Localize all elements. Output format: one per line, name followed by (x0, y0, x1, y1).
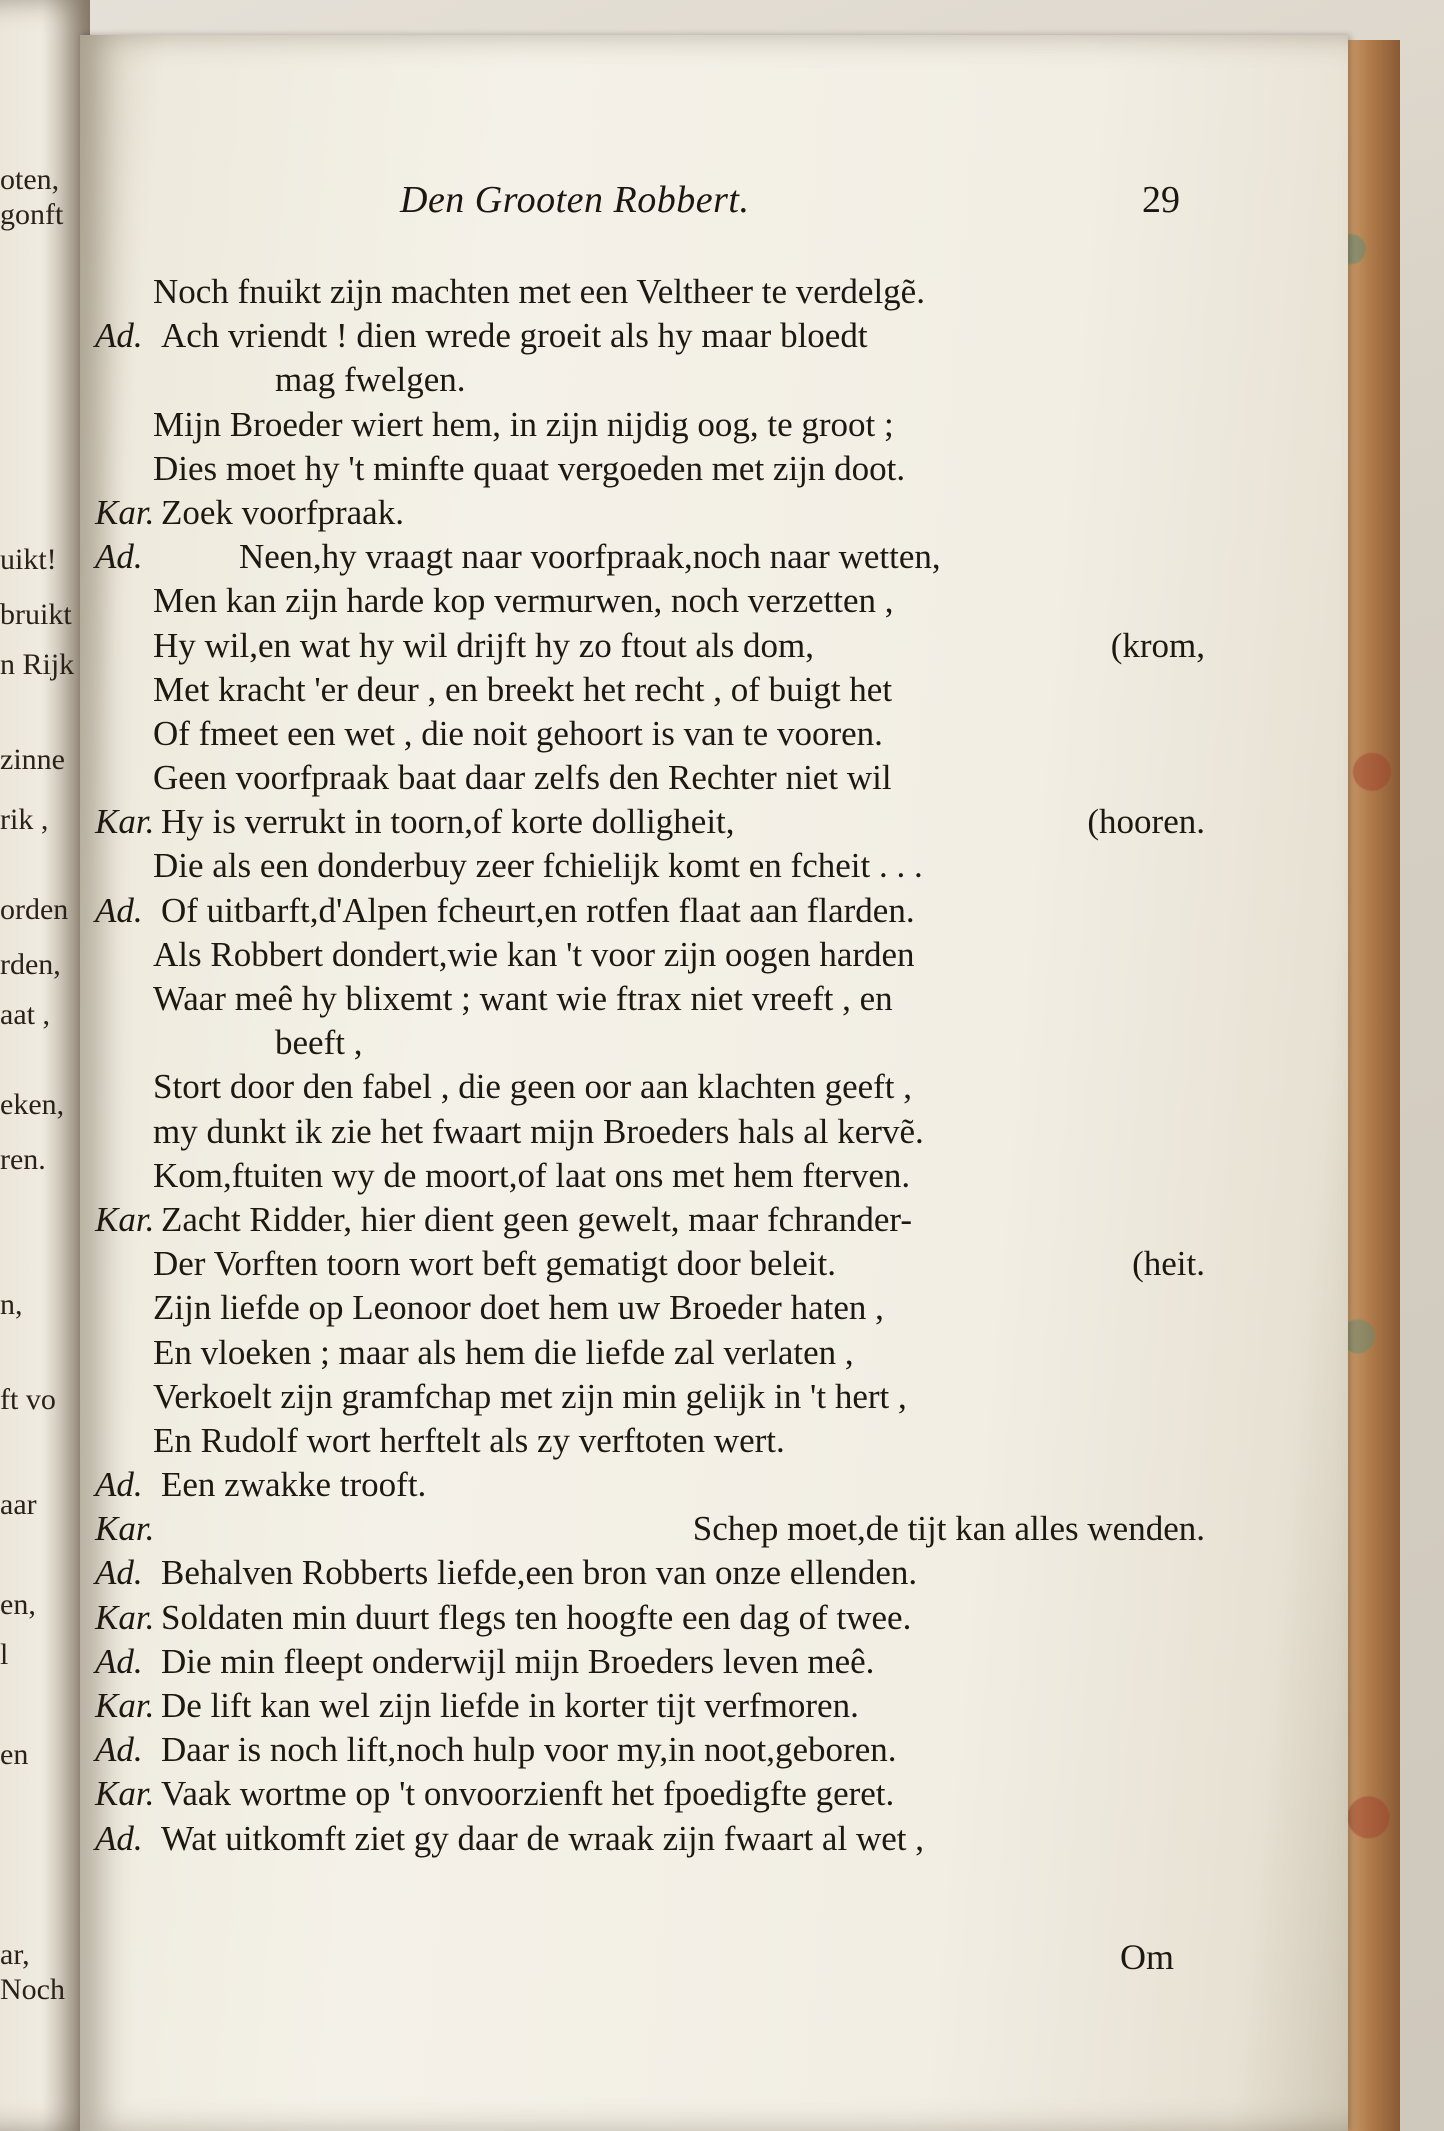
line-text: Kom,ftuiten wy de moort,of laat ons met hem fterven. (153, 1155, 911, 1195)
speaker-label: Ad. (95, 316, 143, 356)
left-page-text: rden, (0, 948, 61, 981)
left-page-text: aat , (0, 998, 50, 1031)
catchword: Om (1120, 1937, 1174, 1977)
line-text: Zacht Ridder, hier dient geen gewelt, maar fchrander- (161, 1199, 913, 1239)
left-page-text: Noch (0, 1973, 65, 2006)
verse-line (95, 1286, 1205, 1330)
line-text: Die als een donderbuy zeer fchielijk komt en fcheit . . . (153, 846, 923, 886)
left-page-text: l (0, 1638, 9, 1671)
verse-line (95, 1728, 1205, 1772)
verse-line (95, 1772, 1205, 1816)
verse-line (95, 889, 1205, 933)
line-text: Verkoelt zijn gramfchap met zijn min gelijk in 't hert , (153, 1376, 907, 1416)
verse-line (95, 933, 1205, 977)
line-text: Geen voorfpraak baat daar zelfs den Rechter niet wil (153, 758, 892, 798)
line-text: Stort door den fabel , die geen oor aan klachten geeft , (153, 1067, 913, 1107)
verse-line (95, 624, 1205, 668)
speaker-label: Kar. (95, 1774, 155, 1814)
verse-line (95, 1596, 1205, 1640)
verse-line (95, 1242, 1205, 1286)
verse-line (95, 447, 1205, 491)
verse-line (95, 977, 1205, 1021)
left-page-text: gonft (0, 198, 64, 231)
speaker-label: Ad. (95, 890, 143, 930)
speaker-label: Ad. (95, 537, 143, 577)
line-text: Of uitbarft,d'Alpen fcheurt,en rotfen flaat aan flarden. (161, 890, 915, 930)
line-text: Wat uitkomft ziet gy daar de wraak zijn fwaart al wet , (161, 1818, 924, 1858)
speaker-label: Kar. (95, 1597, 155, 1637)
line-text: Mijn Broeder wiert hem, in zijn nijdig oog, te groot ; (153, 404, 894, 444)
line-text: En Rudolf wort herftelt als zy verftoten wert. (153, 1420, 785, 1460)
verse-text (95, 270, 1205, 1861)
verse-line (95, 491, 1205, 535)
line-text: Dies moet hy 't minfte quaat vergoeden met zijn doot. (153, 448, 906, 488)
line-text: Noch fnuikt zijn machten met een Veltheer te verdelgẽ. (153, 272, 925, 311)
page-number: 29 (1142, 179, 1180, 221)
line-text: Of fmeet een wet , die noit gehoort is van te vooren. (153, 713, 883, 753)
verse-line (95, 1331, 1205, 1375)
line-text: beeft , (275, 1023, 363, 1063)
turnover-text: (hooren. (1087, 802, 1205, 842)
left-page-text: en (0, 1738, 29, 1771)
verse-line (95, 1684, 1205, 1728)
left-page-text: ren. (0, 1143, 46, 1176)
verse-line (95, 756, 1205, 800)
verse-line (95, 535, 1205, 579)
verse-line (95, 668, 1205, 712)
speaker-label: Ad. (95, 1465, 143, 1505)
page-header (400, 178, 1180, 238)
speaker-label: Kar. (95, 802, 155, 842)
verse-line (95, 1065, 1205, 1109)
line-text: Vaak wortme op 't onvoorzienft het fpoedigfte geret. (161, 1774, 895, 1814)
verse-line (95, 1110, 1205, 1154)
left-page-text: oten, (0, 163, 60, 196)
verse-line (95, 800, 1205, 844)
left-page-text: ft vo (0, 1383, 56, 1416)
verse-line (95, 579, 1205, 623)
left-page-text: aar (0, 1488, 37, 1521)
speaker-label: Kar. (95, 492, 155, 532)
left-page-text: rik , (0, 803, 49, 836)
speaker-label: Ad. (95, 1553, 143, 1593)
verse-line (95, 1154, 1205, 1198)
line-text: De lift kan wel zijn liefde in korter tijt verfmoren. (161, 1686, 859, 1725)
line-text: Met kracht 'er deur , en breekt het recht , of buigt het (153, 669, 893, 709)
verse-line (95, 1419, 1205, 1463)
verse-line (95, 1507, 1205, 1551)
line-text: Ach vriendt ! dien wrede groeit als hy maar bloedt (161, 316, 868, 356)
line-text: Hy is verrukt in toorn,of korte dolligheit, (161, 802, 735, 842)
line-text: Die min fleept onderwijl mijn Broeders leven meê. (161, 1641, 875, 1681)
line-text: Behalven Robberts liefde,een bron van onze ellenden. (161, 1553, 918, 1593)
verse-line (95, 1375, 1205, 1419)
line-text: En vloeken ; maar als hem die liefde zal verlaten , (153, 1332, 854, 1372)
speaker-label: Kar. (95, 1199, 155, 1239)
verse-line (95, 1817, 1205, 1861)
line-text: Waar meê hy blixemt ; want wie ftrax niet vreeft , en (153, 979, 893, 1018)
left-page-text: eken, (0, 1088, 65, 1121)
verse-line (95, 844, 1205, 888)
line-text: Een zwakke trooft. (161, 1465, 427, 1505)
verse-line (95, 358, 1205, 402)
line-text: mag fwelgen. (275, 360, 466, 400)
left-page-text: n, (0, 1288, 23, 1321)
speaker-label: Kar. (95, 1686, 155, 1725)
verse-line (95, 1640, 1205, 1684)
line-text: Als Robbert dondert,wie kan 't voor zijn oogen harden (153, 934, 915, 974)
line-text: my dunkt ik zie het fwaart mijn Broeders hals al kervẽ. (153, 1111, 924, 1151)
left-page-text: uikt! (0, 543, 57, 576)
verse-line (95, 403, 1205, 447)
verse-line (95, 1551, 1205, 1595)
line-text: Neen,hy vraagt naar voorfpraak,noch naar wetten, (239, 537, 941, 577)
line-text: Men kan zijn harde kop vermurwen, noch verzetten , (153, 581, 894, 621)
verse-line (95, 1463, 1205, 1507)
speaker-label: Kar. (95, 1509, 155, 1549)
left-page-text: zinne (0, 743, 65, 776)
speaker-label: Ad. (95, 1818, 143, 1858)
verse-line (95, 1021, 1205, 1065)
line-text: Zoek voorfpraak. (161, 492, 404, 532)
running-title: Den Grooten Robbert. (400, 179, 750, 221)
line-text: Zijn liefde op Leonoor doet hem uw Broeder haten , (153, 1288, 884, 1328)
left-page-text: en, (0, 1588, 36, 1621)
verse-line (95, 270, 1205, 314)
speaker-label: Ad. (95, 1730, 143, 1770)
left-page-text: n Rijk (0, 648, 75, 681)
line-text: Soldaten min duurt flegs ten hoogfte een dag of twee. (161, 1597, 912, 1637)
line-text: Der Vorften toorn wort beft gematigt door beleit. (153, 1244, 836, 1284)
turnover-text: Schep moet,de tijt kan alles wenden. (692, 1509, 1205, 1549)
left-page-text: ar, (0, 1938, 30, 1971)
turnover-text: (heit. (1132, 1244, 1205, 1284)
speaker-label: Ad. (95, 1641, 143, 1681)
verse-line (95, 1198, 1205, 1242)
line-text: Daar is noch lift,noch hulp voor my,in noot,geboren. (161, 1730, 897, 1770)
left-page (0, 0, 90, 2131)
turnover-text: (krom, (1110, 625, 1205, 665)
line-text: Hy wil,en wat hy wil drijft hy zo ftout als dom, (153, 625, 815, 665)
verse-line (95, 314, 1205, 358)
left-page-text: bruikt (0, 598, 72, 631)
left-page-text: orden (0, 893, 69, 926)
verse-line (95, 712, 1205, 756)
